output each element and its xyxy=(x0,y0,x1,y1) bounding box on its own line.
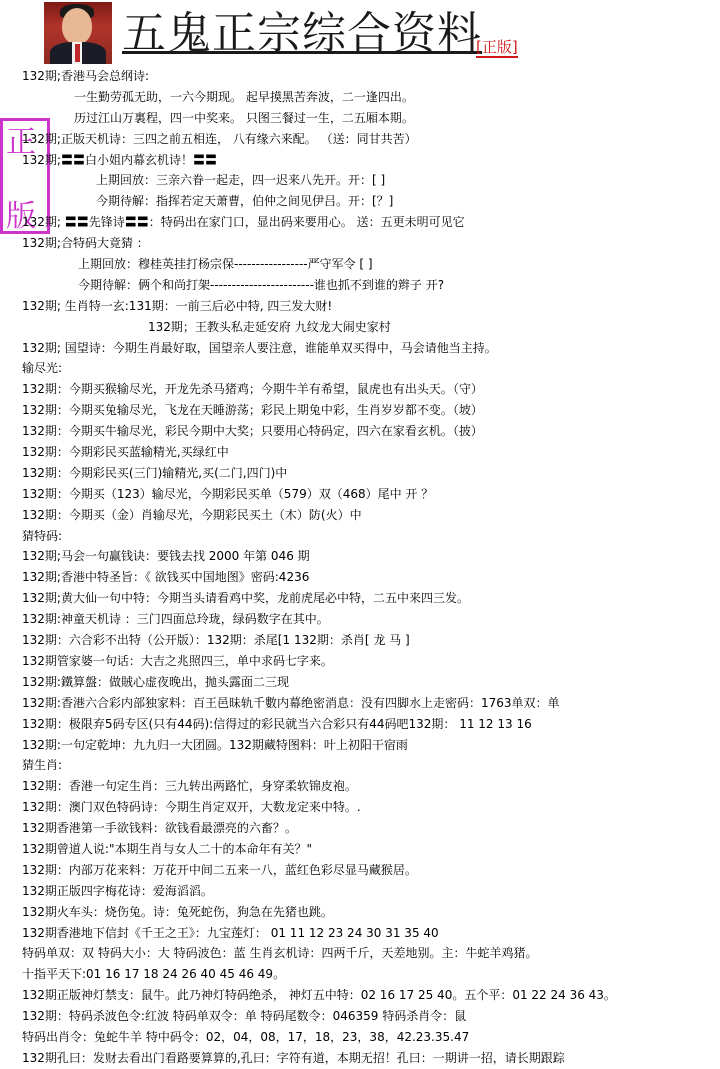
edition-badge: [正版] xyxy=(476,38,518,56)
avatar-tie xyxy=(75,44,80,62)
text-line: 132期管家婆一句话：大吉之兆照四三，单中求码七字来。 xyxy=(22,653,333,668)
text-line: 132期香港地下信封《千王之王》：九宝莲灯： 01 11 12 23 24 30 31 35 40 xyxy=(22,925,439,940)
section-heading: 输尽光: xyxy=(22,361,63,376)
text-line: 132期香港第一手欲钱料：欲钱看最漂亮的六畜？。 xyxy=(22,821,297,836)
text-line: 132期：今期买牛输尽光，彩民今期中大奖；只要用心特码定，四六在家看玄机。（披） xyxy=(22,424,483,439)
text-line: 132期;香港中特圣旨：《 欲钱买中国地图》密码:4236 xyxy=(22,570,310,585)
text-line: 历过江山万裏程，四一中奖来。 只图三餐过一生，二五厢本期。 xyxy=(74,110,414,125)
text-line: 132期：澳门双色特码诗：今期生肖定双开，大数龙定来中特。. xyxy=(22,800,361,815)
text-line: 132期; 生肖特一玄:131期：一前三后必中特, 四三发大财! xyxy=(22,298,333,313)
text-line: 132期：特码杀波色令:红波 特码单双令：单 特码尾数令：046359 特码杀肖令：鼠 xyxy=(22,1009,467,1024)
text-line: 132期;〓〓白小姐内幕玄机诗！〓〓 xyxy=(22,152,217,167)
text-line: 上期回放：三亲六眷一起走，四一迟来八先开。开：[ ] xyxy=(96,173,386,188)
avatar xyxy=(44,2,112,64)
text-line: 132期孔曰：发财去看出门看路要算算的,孔曰：字符有道，本期无招！孔曰：一期讲一招，请长期跟踪 xyxy=(22,1050,565,1065)
text-line: 132期;正版天机诗：三四之前五相连， 八有缘六来配。 （送：同甘共苦） xyxy=(22,131,417,146)
text-line: 今期待解：指挥若定天萧曹，伯仲之间见伊吕。开：[？] xyxy=(96,194,394,209)
text-line: 132期：今期彩民买(三门)输精光,买(二门,四门)中 xyxy=(22,465,288,480)
text-line: 一生勤劳孤无助，一六今期现。 起早摸黑苦奔波，二一逢四出。 xyxy=(74,89,414,104)
document-body xyxy=(0,66,720,1069)
text-line: 上期回放：穆桂英挂打杨宗保-----------------严守军令 [ ] xyxy=(78,257,373,272)
text-line: 132期; 〓〓先锋诗〓〓：特码出在家门口，显出码来要用心。 送：五更未明可见它 xyxy=(22,215,465,230)
text-line: 132期; 国望诗：今期生肖最好取，国望亲人要注意，谁能单双买得中，马会请他当主持。 xyxy=(22,340,497,355)
text-line: 132期;香港马会总纲诗: xyxy=(22,69,149,83)
avatar-face xyxy=(62,8,92,44)
text-line: 132期：内部万花来料：万花开中间二五来一八，蓝红色彩尽显马藏猴居。 xyxy=(22,862,417,877)
text-line: 132期正版四字梅花诗：爱海滔滔。 xyxy=(22,883,213,898)
text-line: 132期曾道人说:"本期生肖与女人二十的本命年有关？" xyxy=(22,841,312,856)
text-line: 132期：今期买（金）肖输尽光，今期彩民买土（木）防(火）中 xyxy=(22,507,362,522)
text-line: 132期：今期买猴输尽光，开龙先杀马猪鸡；今期牛羊有希望，鼠虎也有出头天。（守） xyxy=(22,382,483,397)
text-line: 132期：今期买（123）输尽光，今期彩民买单（579）双（468）尾中 开 ？ xyxy=(22,486,434,501)
text-line: 132期:神童天机诗 ：三门四面总玲珑，绿码数字在其中。 xyxy=(22,612,329,627)
text-line: 132期;黄大仙一句中特：今期当头请看鸡中奖，龙前虎尾必中特，二五中来四三发。 xyxy=(22,591,469,606)
watermark-char-1: 正 xyxy=(6,125,36,160)
text-line: 132期:香港六合彩内部独家料：百王邑昧轨千數内幕绝密消息：没有四脚水上走密码：1763单双：单 xyxy=(22,695,560,710)
page-header xyxy=(0,0,720,68)
text-line: 132期;马会一句赢钱诀：要钱去找 2000 年第 046 期 xyxy=(22,549,310,564)
text-line: 132期正版神灯禁支：鼠牛。此乃神灯特码绝杀， 神灯五中特：02 16 17 25 40。五个平：01 22 24 36 43。 xyxy=(22,988,616,1003)
text-line: 132期；王教头私走延安府 九纹龙大闹史家村 xyxy=(148,319,391,334)
text-line: 132期：今期彩民买蓝输精光,买绿红中 xyxy=(22,445,229,460)
section-heading: 猜特码: xyxy=(22,528,63,543)
text-line: 特码出肖令：兔蛇牛羊 特中码令：02，04，08，17，18，23，38，42.23.35.47 xyxy=(22,1029,470,1044)
text-line: 132期:一句定乾坤：九九归一大团圆。132期藏特图料：叶上初阳干宿雨 xyxy=(22,737,408,752)
text-line: 特码单双：双 特码大小：大 特码波色：蓝 生肖玄机诗：四两千斤，天差地别。主：牛蛇羊鸡猪。 xyxy=(22,946,538,961)
page-title: 五鬼正宗综合资料 xyxy=(122,8,482,59)
text-line: 132期：六合彩不出特（公开版）：132期：杀尾[1 132期：杀肖[ 龙 马 ] xyxy=(22,633,410,648)
text-line: 132期：今期买兔输尽光，飞龙在天睡游荡；彩民上期兔中彩，生肖岁岁都不变。（坡） xyxy=(22,403,483,418)
text-line: 132期：香港一句定生肖：三九转出两路忙，身穿柔软锦皮袍。 xyxy=(22,779,357,794)
text-line: 今期待解：俩个和尚打架------------------------谁也抓不到谁的辫子 开? xyxy=(78,277,445,292)
text-line: 十指平天下:01 16 17 18 24 26 40 45 46 49。 xyxy=(22,967,286,982)
section-heading: 猜生肖: xyxy=(22,758,63,773)
text-line: 132期:鐵算盤：做賊心虚夜晚出，抛头露面二三现 xyxy=(22,674,289,689)
text-line: 132期;合特码大竟猜 ： xyxy=(22,236,149,251)
text-line: 132期火车头：烧伤兔。诗：兔死蛇伤，狗急在先猪也跳。 xyxy=(22,904,333,919)
watermark-char-2: 版 xyxy=(6,199,36,234)
text-line: 132期：极限弃5码专区(只有44码):信得过的彩民就当六合彩只有44码吧132期： 11 12 13 16 xyxy=(22,716,532,731)
